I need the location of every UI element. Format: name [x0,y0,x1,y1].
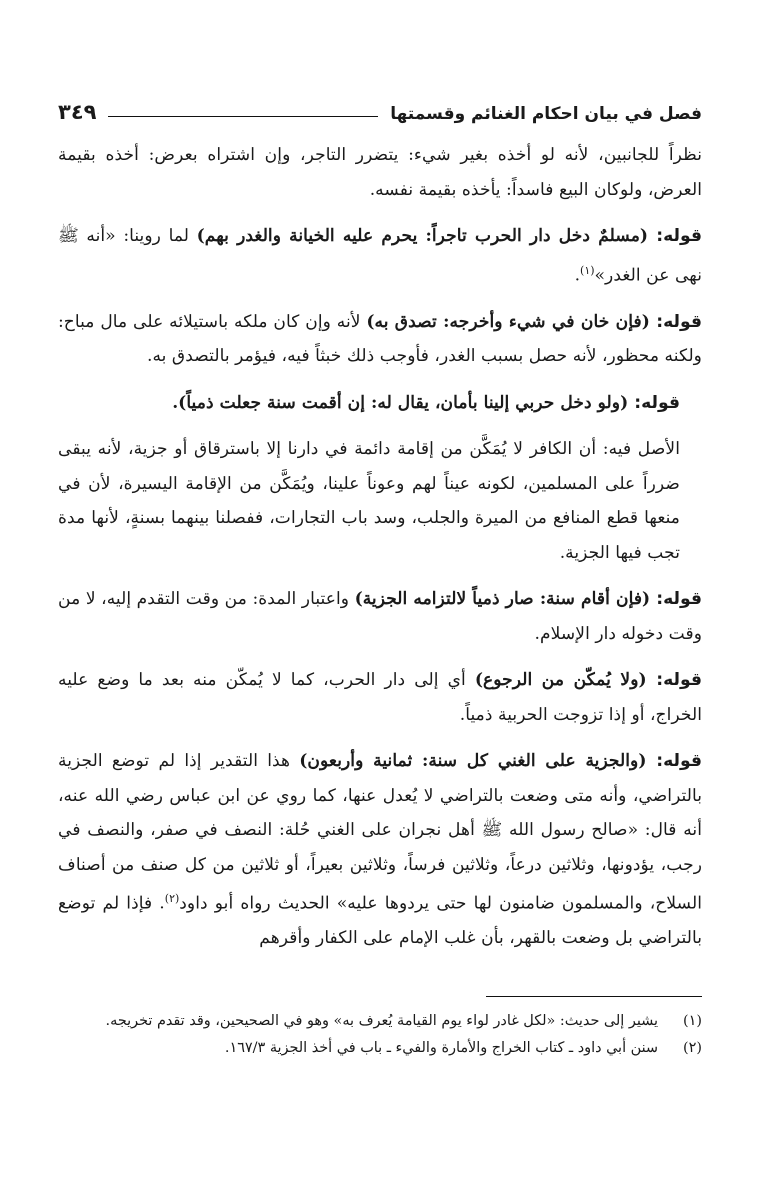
commentary-text: لما روينا: «أنه ﷺ نهى عن الغدر» [58,226,702,286]
quoted-matn: (والجزية على الغني كل سنة: ثمانية وأربعون) [299,751,657,772]
footnote-ref: (١) [580,263,595,277]
paragraph [58,305,702,374]
commentary-text: لأنه وإن كان ملكه باستيلائه على مال مباح: ولكنه محظور، لأنه حصل بسبب الغدر، فأوجب ذلك خبثاً فيه، فيؤمر بالتصدق به. [58,311,702,367]
qawluhu-keyword: قوله: [634,392,680,413]
page-number: ٣٤٩ [58,100,97,124]
qawluhu-keyword: قوله: [656,226,702,246]
footnote-text: سنن أبي داود ـ كتاب الخراج والأمارة والفيء ـ باب في أخذ الجزية ١٦٧/٣. [224,1040,658,1056]
footnote-number: (١) [683,1013,702,1029]
paragraph [58,138,702,207]
quoted-matn: (ولا يُمكّن من الرجوع) [474,670,657,691]
commentary-text: . فإذا لم توضع بالتراضي بل وضعت بالقهر، بأن غلب الإمام على الكفار وأقرهم [58,893,702,949]
quoted-matn: (مسلمٌ دخل دار الحرب تاجراً: يحرم عليه الخيانة والغدر بهم) [196,226,657,246]
running-header [58,90,702,124]
paragraph [58,663,702,732]
header-rule [108,116,378,117]
paragraph [58,744,702,956]
qawluhu-keyword: قوله: [656,311,702,332]
footnote-number: (٢) [683,1040,702,1056]
paragraph [58,432,702,570]
paragraph [58,219,702,293]
footnote [58,1008,702,1035]
footnote [58,1035,702,1062]
footnote-ref: (٢) [164,892,180,906]
qawluhu-keyword: قوله: [656,589,702,610]
footnotes [58,1008,702,1062]
commentary-text: نظراً للجانبين، لأنه لو أخذه بغير شيء: يتضرر التاجر، وإن اشتراه بعرض: أخذه بقيمة العرض، ولوكان البيع فاسداً: يأخذه بقيمة نفسه. [58,145,702,200]
footnote-separator [486,996,702,997]
paragraph [58,582,702,651]
paragraph [58,386,702,421]
commentary-text: واعتبار المدة: من وقت التقدم إليه، لا من وقت دخوله دار الإسلام. [58,589,702,644]
commentary-text: هذا التقدير إذا لم توضع الجزية بالتراضي، وأنه متى وضعت بالتراضي لا يُعدل عنها، كما روي عن ابن عباس رضي الله عنه، أنه قال: «صالح رسول الله ﷺ أهل نجران على الغني حُلة: النصف في صفر، والنصف في رجب، يؤدونها، وثلاثين درعاً، وثلاثين فرساً، وثلاثين بعيراً، أو ثلاثين من كل صنف من أصناف السلاح، والمسلمون ضامنون لها حتى يردوها عليه» الحديث رواه أبو داود [58,751,702,914]
footnote-text: يشير إلى حديث: «لكل غادر لواء يوم القيامة يُعرف به» وهو في الصحيحين، وقد تقدم تخريجه. [105,1013,658,1029]
commentary-text: . [574,265,581,286]
quoted-matn: (فإن خان في شيء وأخرجه: تصدق به) [366,311,657,332]
chapter-title: فصل في بيان احكام الغنائم وقسمتها [390,104,702,124]
qawluhu-keyword: قوله: [656,670,702,691]
quoted-matn: (فإن أقام سنة: صار ذمياً لالتزامه الجزية) [354,589,657,610]
commentary-text: أي إلى دار الحرب، كما لا يُمكّن منه بعد ما وضع عليه الخراج، أو إذا تزوجت الحربية ذمياً. [58,670,702,725]
main-text [58,138,702,968]
qawluhu-keyword: قوله: [656,751,702,772]
quoted-matn: (ولو دخل حربي إلينا بأمان، يقال له: إن أقمت سنة جعلت ذمياً). [172,392,635,413]
commentary-text: الأصل فيه: أن الكافر لا يُمَكَّن من إقامة دائمة في دارنا إلا باسترقاق أو جزية، لأنه يبقى ضرراً على المسلمين، لكونه عيناً لهم وعوناً علينا، ويُمَكَّن من الإقامة اليسيرة، لأن في منعها قطع المنافع من الميرة والجلب، وسد باب التجارات، ففصلنا بينهما بسنةٍ، لأنها مدة تجب فيها الجزية. [58,439,680,563]
